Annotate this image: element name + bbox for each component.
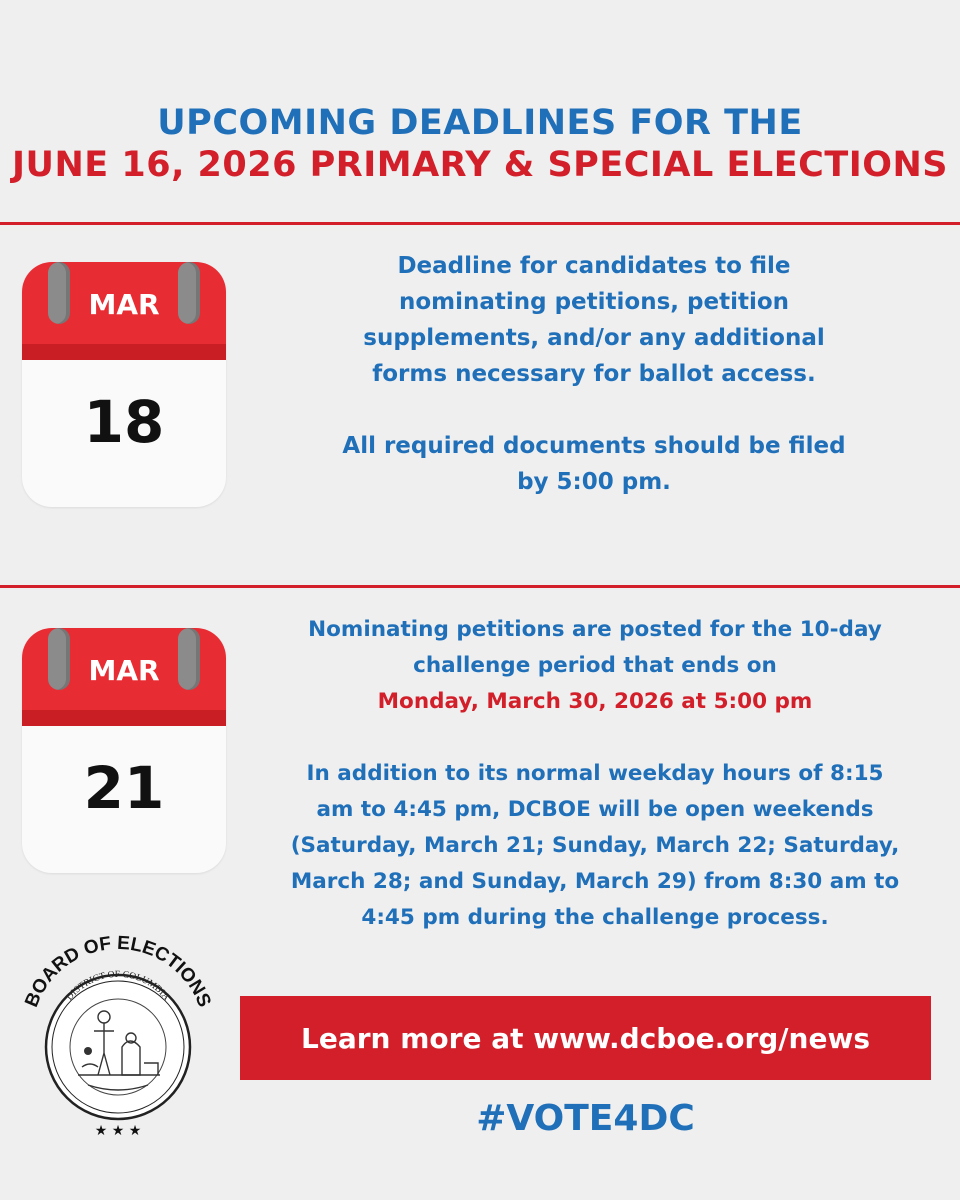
- calendar-band: [22, 710, 226, 726]
- description-line: Deadline for candidates to file: [397, 253, 791, 279]
- board-of-elections-seal-logo: [18, 935, 218, 1140]
- calendar-day: 18: [83, 388, 165, 456]
- calendar-ring-icon: [48, 628, 70, 690]
- description-line: challenge period that ends on: [413, 653, 777, 678]
- calendar-month: MAR: [88, 654, 160, 687]
- title-line-1: UPCOMING DEADLINES FOR THE: [157, 103, 803, 143]
- calendar-ring-icon: [178, 262, 200, 324]
- description-line: March 28; and Sunday, March 29) from 8:30 am to: [290, 869, 900, 894]
- divider-middle: [0, 585, 960, 588]
- hashtag-vote4dc: #VOTE4DC: [476, 1098, 695, 1139]
- calendar-band: [22, 344, 226, 360]
- seal-stars: ★ ★ ★: [94, 1123, 142, 1139]
- calendar-ring-icon: [48, 262, 70, 324]
- divider-top: [0, 222, 960, 225]
- seal-inner-text: DISTRICT OF COLUMBIA: [64, 969, 172, 1003]
- calendar-ring-icon: [178, 628, 200, 690]
- challenge-end-date: Monday, March 30, 2026 at 5:00 pm: [377, 689, 813, 714]
- description-line: In addition to its normal weekday hours of 8:15: [306, 761, 884, 786]
- description-line: supplements, and/or any additional: [363, 325, 825, 351]
- calendar-month: MAR: [88, 288, 160, 321]
- description-line: (Saturday, March 21; Sunday, March 22; Saturday,: [290, 833, 900, 858]
- description-line: forms necessary for ballot access.: [372, 361, 816, 387]
- description-line: nominating petitions, petition: [398, 289, 790, 315]
- description-line: 4:45 pm during the challenge process.: [361, 905, 829, 930]
- description-line: by 5:00 pm.: [517, 469, 671, 495]
- description-line: All required documents should be filed: [342, 433, 846, 459]
- description-line: Nominating petitions are posted for the 10-day: [308, 617, 882, 642]
- calendar-day: 21: [83, 754, 165, 822]
- learn-more-button[interactable]: Learn more at www.dcboe.org/news: [240, 996, 931, 1080]
- seal-sun-icon: [84, 1047, 92, 1055]
- deadline-2-description: [250, 612, 940, 936]
- description-line: am to 4:45 pm, DCBOE will be open weekends: [316, 797, 874, 822]
- title-line-2: JUNE 16, 2026 PRIMARY & SPECIAL ELECTIONS: [12, 145, 948, 185]
- deadline-1-description: [262, 248, 926, 500]
- calendar-icon-mar-21: [22, 628, 226, 873]
- seal-outer-text: BOARD OF ELECTIONS: [21, 935, 215, 1011]
- calendar-icon-mar-18: [22, 262, 226, 507]
